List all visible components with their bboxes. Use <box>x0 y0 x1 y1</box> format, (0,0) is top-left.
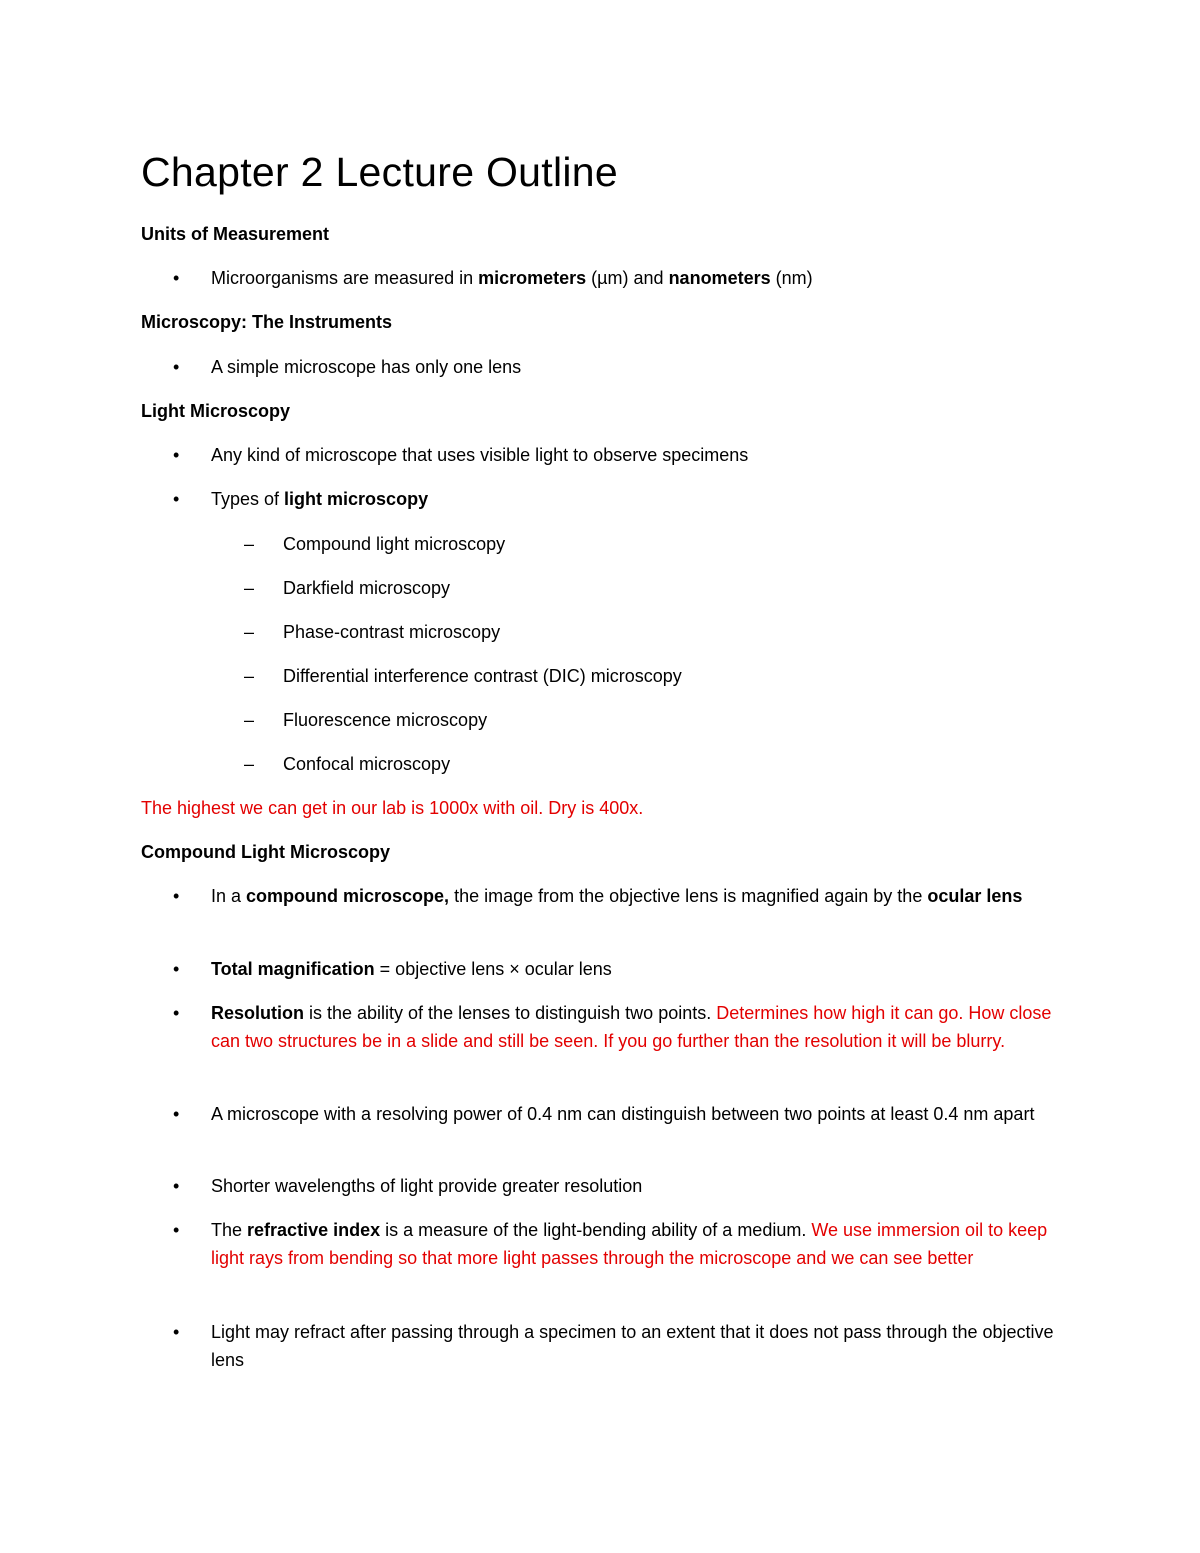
list-item: Microorganisms are measured in micrometers (µm) and nanometers (nm) <box>211 268 813 288</box>
section-heading-light-microscopy: Light Microscopy <box>141 401 291 421</box>
list-item: Light may refract after passing through a specimen to an extent that it does not pass through the objective lens <box>211 1322 1054 1370</box>
dash-glyph: – <box>244 710 255 730</box>
bullet-glyph: • <box>173 357 180 377</box>
bullet-glyph: • <box>173 1003 180 1023</box>
sub-list-item: Differential interference contrast (DIC) microscopy <box>283 666 682 686</box>
section-heading-instruments: Microscopy: The Instruments <box>141 312 393 332</box>
bullet-glyph: • <box>173 489 180 509</box>
list-item: A microscope with a resolving power of 0.4 nm can distinguish between two points at least 0.4 nm apart <box>211 1104 1035 1124</box>
sub-list-item: Darkfield microscopy <box>283 578 451 598</box>
dash-glyph: – <box>244 578 255 598</box>
page-title: Chapter 2 Lecture Outline <box>141 149 618 195</box>
bullet-glyph: • <box>173 268 180 288</box>
dash-glyph: – <box>244 534 255 554</box>
bullet-glyph: • <box>173 445 180 465</box>
dash-glyph: – <box>244 622 255 642</box>
list-item: Any kind of microscope that uses visible light to observe specimens <box>211 445 749 465</box>
sub-list-item: Fluorescence microscopy <box>283 710 488 730</box>
list-item: Types of light microscopy <box>211 489 429 509</box>
list-item: A simple microscope has only one lens <box>211 357 522 377</box>
dash-glyph: – <box>244 754 255 774</box>
sub-list-item: Confocal microscopy <box>283 754 451 774</box>
list-item: Resolution is the ability of the lenses to distinguish two points. Determines how high it can go. How close can two structures be in a slide and still be seen. If you go further than the resolution it will be blurry. <box>211 1003 1052 1051</box>
section-heading-units: Units of Measurement <box>141 224 330 244</box>
lab-note: The highest we can get in our lab is 1000x with oil. Dry is 400x. <box>141 798 644 818</box>
sub-list-item: Compound light microscopy <box>283 534 506 554</box>
bullet-glyph: • <box>173 1176 180 1196</box>
list-item: The refractive index is a measure of the light-bending ability of a medium. We use immersion oil to keep light rays from bending so that more light passes through the microscope and we can see better <box>211 1220 1048 1268</box>
sub-list-item: Phase-contrast microscopy <box>283 622 501 642</box>
list-item: Total magnification = objective lens × ocular lens <box>211 959 612 979</box>
list-item: Shorter wavelengths of light provide greater resolution <box>211 1176 643 1196</box>
dash-glyph: – <box>244 666 255 686</box>
bullet-glyph: • <box>173 1104 180 1124</box>
bullet-glyph: • <box>173 1322 180 1342</box>
bullet-glyph: • <box>173 1220 180 1240</box>
section-heading-compound: Compound Light Microscopy <box>141 842 390 862</box>
list-item: In a compound microscope, the image from the objective lens is magnified again by the ocular lens <box>211 886 1023 906</box>
bullet-glyph: • <box>173 959 180 979</box>
bullet-glyph: • <box>173 886 180 906</box>
